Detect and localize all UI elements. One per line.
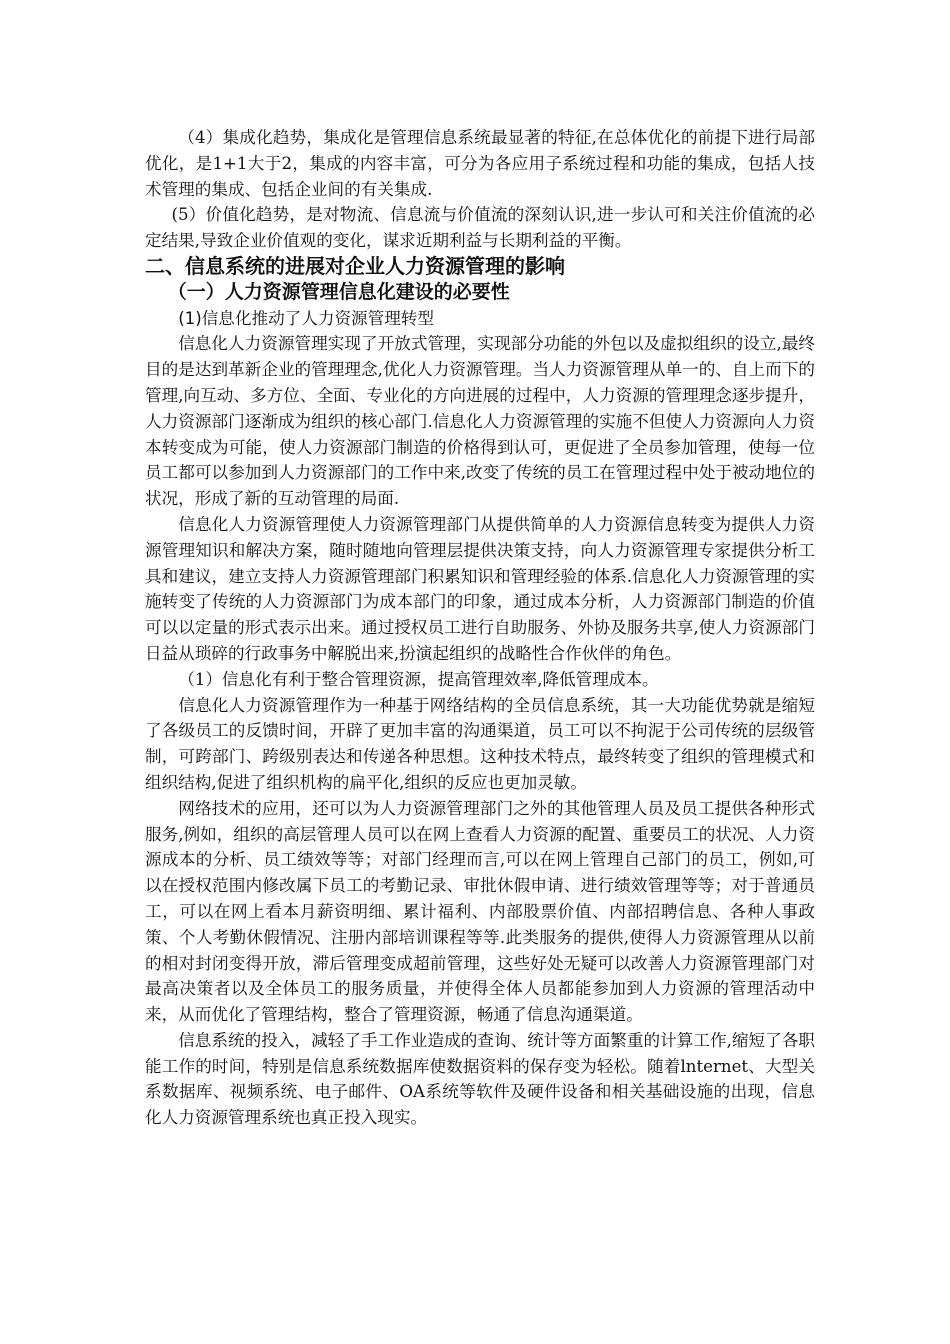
subsection-heading: （一）人力资源管理信息化建设的必要性 (167, 280, 510, 303)
paragraph-network-services: 网络技术的应用，还可以为人力资源管理部门之外的其他管理人员及员工提供各种形式服务,例如，组织的高层管理人员可以在网上查看人力资源的配置、重要员工的状况、人力资源成本的分析、员工绩效等等；对部门经理而言,可以在网上管理自己部门的员工，例如,可以在授权范围内修改属下员工的考勤记录、审批休假申请、进行绩效管理等等；对于普通员工，可以在网上看本月薪资明细、累计福利、内部股票价值、内部招聘信息、各种人事政策、个人考勤休假情况、注册内部培训课程等等.此类服务的提供,使得人力资源管理从以前的相对封闭变得开放，滞后管理变成超前管理，这些好处无疑可以改善人力资源管理部门对最高决策者以及全体员工的服务质量，并使得全体人员都能参加到人力资源的管理活动中来，从而优化了管理结构，整合了管理资源，畅通了信息沟通渠道。 (145, 798, 815, 1025)
point-heading-integration: （1）信息化有利于整合管理资源，提高管理效率,降低管理成本。 (178, 669, 659, 689)
paragraph-integration-trend: （4）集成化趋势，集成化是管理信息系统最显著的特征,在总体优化的前提下进行局部优化，是1+1大于2，集成的内容丰富，可分为各应用子系统过程和功能的集成，包括人技术管理的集成、包括企业间的有关集成. (145, 128, 815, 199)
paragraph-value-trend: (5）价值化趋势，是对物流、信息流与价值流的深刻认识,进一步认可和关注价值流的必定结果,导致企业价值观的变化，谋求近期利益与长期利益的平衡。 (145, 205, 815, 251)
section-heading: 二、信息系统的进展对企业人力资源管理的影响 (145, 253, 565, 278)
point-heading-transformation: (1)信息化推动了人力资源管理转型 (178, 308, 435, 328)
document-page (145, 125, 815, 1131)
paragraph-network-system: 信息化人力资源管理作为一种基于网络结构的全员信息系统，其一大功能优势就是缩短了各级员工的反馈时间，开辟了更加丰富的沟通渠道，员工可以不拘泥于公司传统的层级管制，可跨部门、跨级别表达和传递各种思想。这种技术特点，最终转变了组织的管理模式和组织结构,促进了组织机构的扁平化,组织的反应也更加灵敏。 (145, 695, 815, 792)
paragraph-open-management: 信息化人力资源管理实现了开放式管理，实现部分功能的外包以及虚拟组织的设立,最终目的是达到革新企业的管理理念,优化人力资源管理。当人力资源管理从单一的、自上而下的管理,向互动、多方位、全面、专业化的方向进展的过程中，人力资源的管理理念逐步提升，人力资源部门逐渐成为组织的核心部门.信息化人力资源管理的实施不但使人力资源向人力资本转变成为可能，使人力资源部门制造的价格得到认可，更促进了全员参加管理，使每一位员工都可以参加到人力资源部门的工作中来,改变了传统的员工在管理过程中处于被动地位的状况，形成了新的互动管理的局面. (145, 334, 815, 509)
paragraph-hr-solutions: 信息化人力资源管理使人力资源管理部门从提供简单的人力资源信息转变为提供人力资源管理知识和解决方案，随时随地向管理层提供决策支持，向人力资源管理专家提供分析工具和建议，建立支持人力资源管理部门积累知识和管理经验的体系.信息化人力资源管理的实施转变了传统的人力资源部门为成本部门的印象，通过成本分析，人力资源部门制造的价值可以以定量的形式表示出来。通过授权员工进行自助服务、外协及服务共享,使人力资源部门日益从琐碎的行政事务中解脱出来,扮演起组织的战略性合作伙伴的角色。 (145, 514, 815, 663)
paragraph-system-investment: 信息系统的投入，减轻了手工作业造成的查询、统计等方面繁重的计算工作,缩短了各职能工作的时间，特别是信息系统数据库使数据资料的保存变为轻松。随着lnternet、大型关系数据库、视频系统、电子邮件、OA系统等软件及硬件设备和相关基础设施的出现，信息化人力资源管理系统也真正投入现实。 (145, 1030, 815, 1128)
